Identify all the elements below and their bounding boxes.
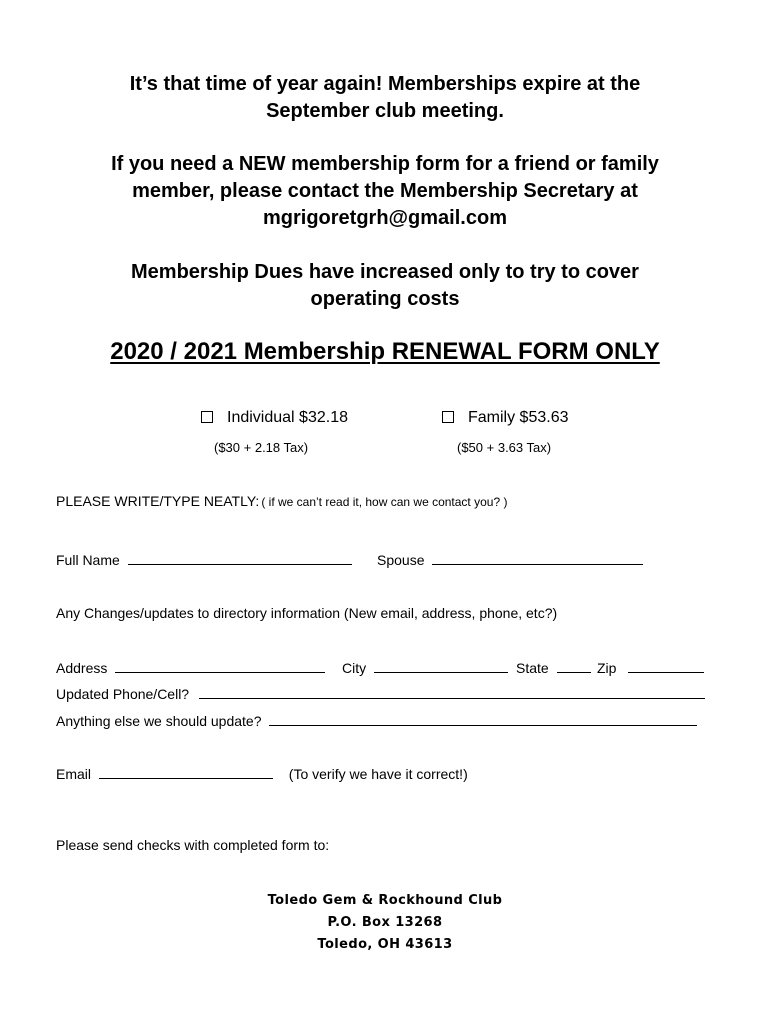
spouse-row (377, 552, 643, 568)
full-name-row (56, 552, 352, 568)
dues-line-1: Membership Dues have increased only to try to cover (131, 261, 639, 283)
email-field[interactable] (99, 766, 273, 779)
family-checkbox[interactable] (442, 411, 454, 423)
city-label: City (342, 660, 367, 676)
contact-line-2: member, please contact the Membership Secretary at (132, 180, 638, 202)
email-note: (To verify we have it correct!) (288, 766, 468, 782)
full-name-field[interactable] (128, 552, 352, 565)
state-row (516, 660, 591, 676)
contact-email[interactable]: mgrigoretgrh@gmail.com (263, 207, 507, 229)
state-field[interactable] (557, 660, 591, 673)
intro-line-2: September club meeting. (266, 100, 504, 122)
phone-field[interactable] (199, 686, 705, 699)
dues-line-2: operating costs (310, 288, 460, 310)
contact-text (0, 151, 770, 232)
mailing-address (0, 890, 770, 956)
city-state-zip: Toledo, OH 43613 (317, 937, 453, 952)
dues-text (0, 259, 770, 313)
intro-line-1: It’s that time of year again! Memberships expire at the (129, 73, 641, 95)
anything-else-row (56, 713, 697, 729)
anything-else-label: Anything else we should update? (56, 713, 262, 729)
state-label: State (516, 660, 549, 676)
contact-line-1: If you need a NEW membership form for a friend or family (111, 153, 659, 175)
zip-field[interactable] (628, 660, 704, 673)
option-individual[interactable] (201, 409, 348, 427)
instructions-note: ( if we can’t read it, how can we contact you? ) (261, 495, 508, 509)
individual-checkbox[interactable] (201, 411, 213, 423)
form-title: 2020 / 2021 Membership RENEWAL FORM ONLY (110, 338, 660, 365)
address-row (56, 660, 325, 676)
instructions (56, 493, 507, 509)
phone-label: Updated Phone/Cell? (56, 686, 190, 702)
instructions-main: PLEASE WRITE/TYPE NEATLY: (56, 493, 260, 509)
email-label: Email (56, 766, 92, 782)
address-field[interactable] (115, 660, 325, 673)
spouse-field[interactable] (432, 552, 643, 565)
send-checks-note: Please send checks with completed form to: (56, 837, 330, 853)
zip-row (597, 660, 704, 676)
individual-label: Individual $32.18 (227, 409, 348, 426)
zip-label: Zip (597, 660, 617, 676)
po-box: P.O. Box 13268 (327, 915, 443, 930)
email-row (56, 766, 468, 782)
individual-price-breakdown: ($30 + 2.18 Tax) (214, 440, 309, 455)
club-name: Toledo Gem & Rockhound Club (267, 893, 503, 908)
city-field[interactable] (374, 660, 508, 673)
option-family[interactable] (442, 409, 569, 427)
family-label: Family $53.63 (468, 409, 569, 426)
city-row (342, 660, 508, 676)
changes-note: Any Changes/updates to directory information (New email, address, phone, etc?) (56, 605, 558, 621)
phone-row (56, 686, 705, 702)
intro-text (0, 71, 770, 125)
family-price-breakdown: ($50 + 3.63 Tax) (457, 440, 552, 455)
full-name-label: Full Name (56, 552, 120, 568)
address-label: Address (56, 660, 108, 676)
anything-else-field[interactable] (269, 713, 697, 726)
spouse-label: Spouse (377, 552, 425, 568)
